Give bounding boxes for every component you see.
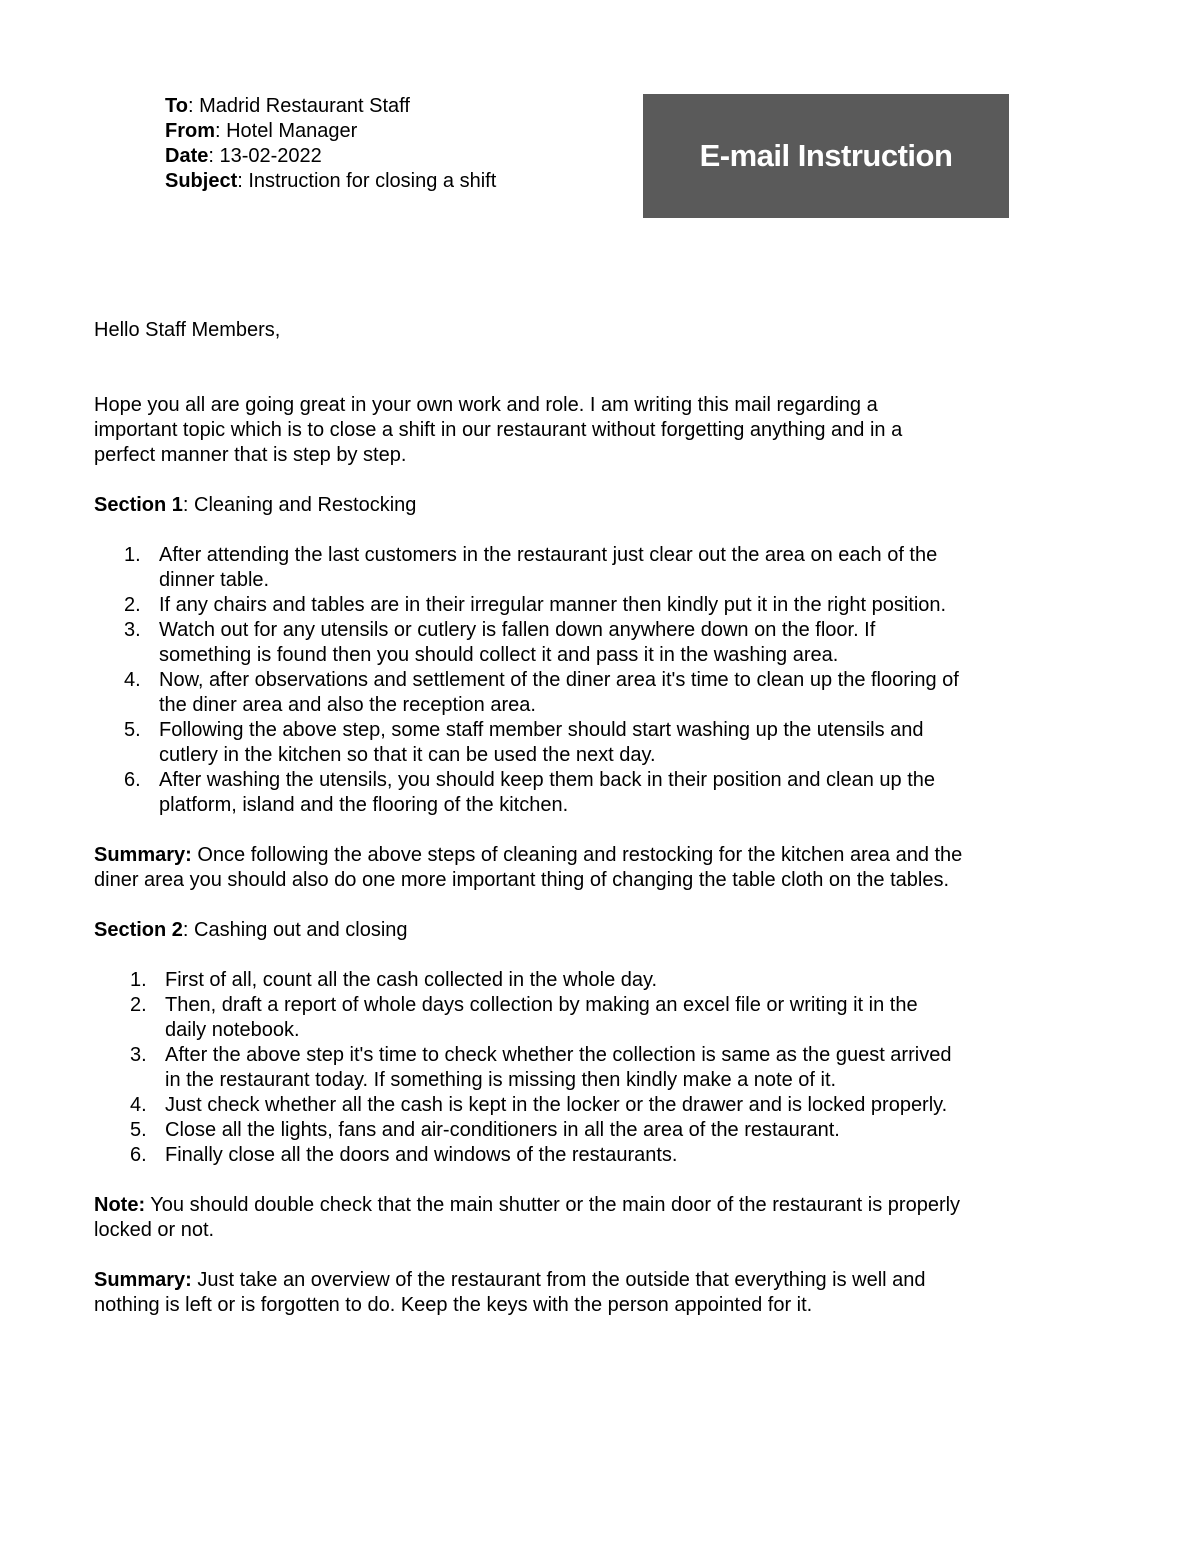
step-text: Just check whether all the cash is kept in the locker or the drawer and is locked properly. [165,1094,948,1116]
section-2-title: : Cashing out and closing [182,919,408,941]
list-item [94,593,964,618]
email-body [94,318,964,1343]
step-number: 1. [124,544,141,566]
to-label: To [165,95,188,117]
step-text: If any chairs and tables are in their irregular manner then kindly put it in the right position. [159,594,947,616]
step-text: First of all, count all the cash collected in the whole day. [165,969,658,991]
step-number: 3. [130,1044,147,1066]
list-item [94,768,964,818]
step-number: 4. [124,669,141,691]
step-number: 5. [130,1119,147,1141]
list-item [94,1093,964,1118]
intro-paragraph: Hope you all are going great in your own work and role. I am writing this mail regarding a important topic which is to close a shift in our restaurant without forgetting anything and in a perfect manner that is step by step. [94,394,903,466]
step-text: After washing the utensils, you should keep them back in their position and clean up the platform, island and the flooring of the kitchen. [159,769,936,816]
list-item [94,718,964,768]
summary-label: Summary: [94,1269,192,1291]
section-2-summary [94,1268,964,1318]
list-item [94,993,964,1043]
step-text: Finally close all the doors and windows of the restaurants. [165,1144,678,1166]
from-line [165,119,496,144]
date-line [165,144,496,169]
step-number: 6. [130,1144,147,1166]
section-1-title: : Cleaning and Restocking [182,494,417,516]
step-text: Now, after observations and settlement of the diner area it's time to clean up the flooring of the diner area and also the reception area. [159,669,959,716]
section-1-summary [94,843,964,893]
to-line [165,94,496,119]
step-number: 1. [130,969,147,991]
note-label: Note: [94,1194,146,1216]
summary-text: Once following the above steps of cleaning and restocking for the kitchen area and the diner area you should also do one more important thing of changing the table cloth on the tables. [94,844,963,891]
section-2-steps [94,968,964,1168]
summary-text: Just take an overview of the restaurant from the outside that everything is well and nothing is left or is forgotten to do. Keep the keys with the person appointed for it. [94,1269,926,1316]
list-item [94,668,964,718]
list-item [94,968,964,993]
step-number: 4. [130,1094,147,1116]
list-item [94,1118,964,1143]
step-number: 3. [124,619,141,641]
note-text: You should double check that the main shutter or the main door of the restaurant is properly locked or not. [94,1194,961,1241]
section-2-note [94,1193,964,1243]
document-title: E-mail Instruction [699,138,953,173]
step-text: Following the above step, some staff member should start washing up the utensils and cutlery in the kitchen so that it can be used the next day. [159,719,924,766]
title-banner [643,94,1009,218]
to-value: : Madrid Restaurant Staff [187,95,410,117]
step-number: 2. [124,594,141,616]
step-number: 6. [124,769,141,791]
step-text: Then, draft a report of whole days collection by making an excel file or writing it in the daily notebook. [165,994,918,1041]
section-1-heading [94,493,964,518]
section-2-label: Section 2 [94,919,183,941]
step-text: After attending the last customers in the restaurant just clear out the area on each of the dinner table. [159,544,938,591]
email-header [165,94,496,194]
list-item [94,1143,964,1168]
date-label: Date [165,145,209,167]
subject-label: Subject [165,170,238,192]
greeting: Hello Staff Members, [94,319,281,341]
step-text: Close all the lights, fans and air-conditioners in all the area of the restaurant. [165,1119,840,1141]
section-1-label: Section 1 [94,494,183,516]
from-label: From [165,120,215,142]
subject-line [165,169,496,194]
summary-label: Summary: [94,844,192,866]
section-2-heading [94,918,964,943]
list-item [94,618,964,668]
list-item [94,1043,964,1093]
step-number: 5. [124,719,141,741]
section-1-steps [94,543,964,818]
from-value: : Hotel Manager [215,120,358,142]
list-item [94,543,964,593]
step-text: Watch out for any utensils or cutlery is fallen down anywhere down on the floor. If something is found then you should collect it and pass it in the washing area. [159,619,876,666]
step-number: 2. [130,994,147,1016]
date-value: : 13-02-2022 [208,145,322,167]
step-text: After the above step it's time to check whether the collection is same as the guest arrived in the restaurant today. If something is missing then kindly make a note of it. [165,1044,952,1091]
subject-value: : Instruction for closing a shift [237,170,497,192]
